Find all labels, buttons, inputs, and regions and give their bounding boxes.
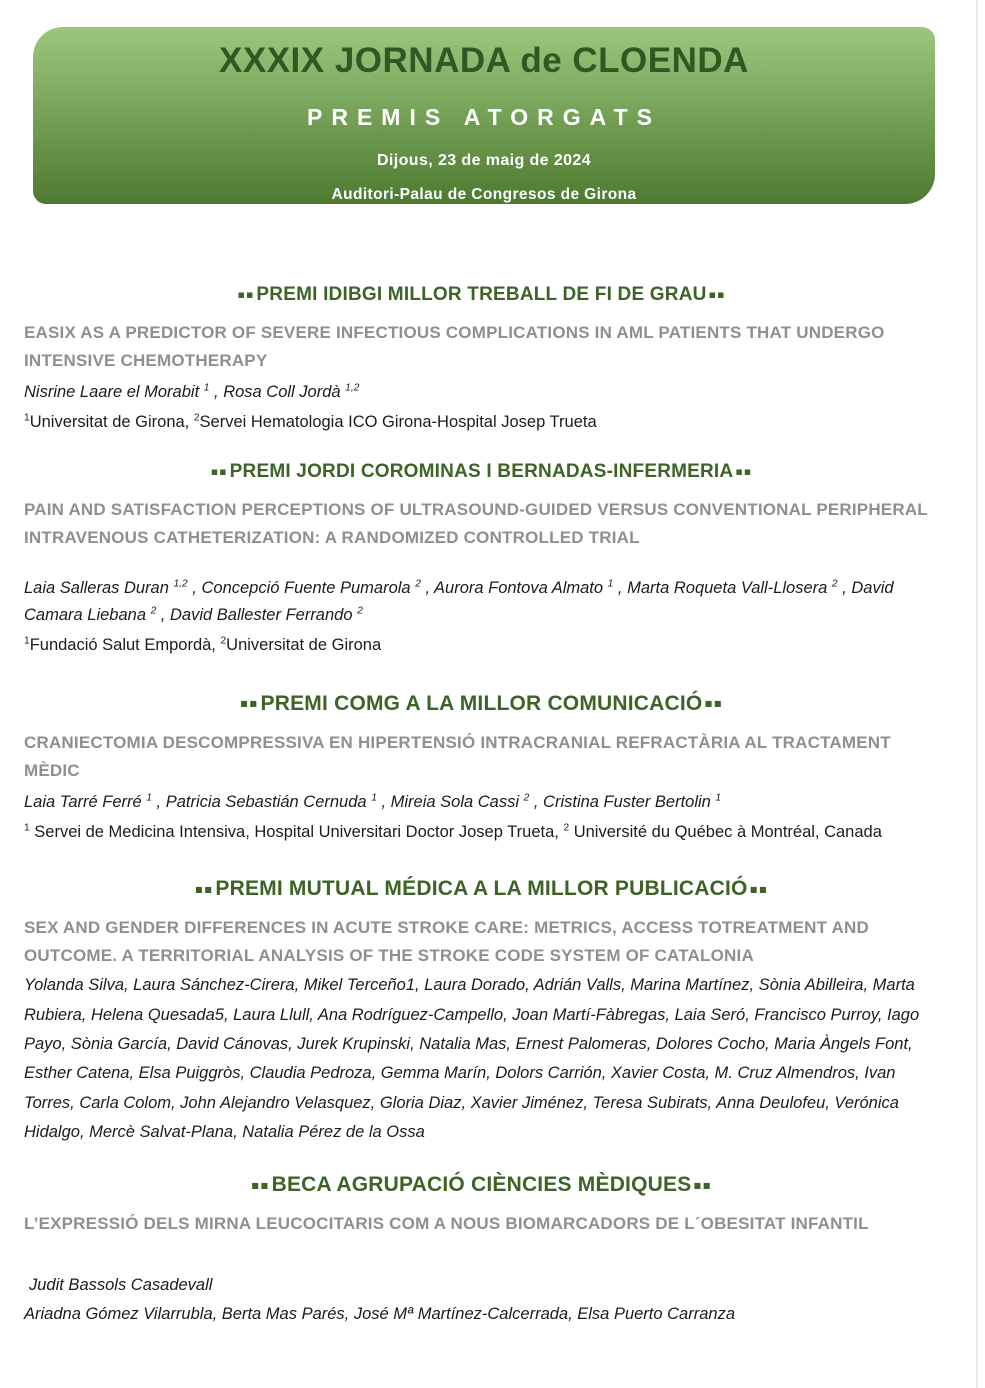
authors-line: Ariadna Gómez Vilarrubla, Berta Mas Parés, José Mª Martínez-Calcerrada, Elsa Puerto Carranza xyxy=(24,1304,736,1323)
award-section-premi-idibgi xyxy=(24,284,939,435)
section-heading xyxy=(24,877,939,901)
square-bullets-icon: ▪▪ xyxy=(237,287,255,301)
affiliations-line: $^1$ Servei de Medicina Intensiva, Hospital Universitari Doctor Josep Trueta, $^2$ Université du Québec à Montréal, Canada xyxy=(24,822,882,841)
section-heading-label: PREMI JORDI COROMINAS I BERNADAS-INFERMERIA xyxy=(229,461,734,483)
section-heading xyxy=(24,461,939,483)
square-bullets-icon: ▪▪ xyxy=(708,287,726,301)
authors-line: Judit Bassols Casadevall xyxy=(29,1275,213,1294)
paper-title: L’EXPRESSIÓ DELS MIRNA LEUCOCITARIS COM A NOUS BIOMARCADORS DE L´OBESITAT INFANTIL xyxy=(24,1214,869,1234)
section-heading xyxy=(24,692,939,716)
square-bullets-icon: ▪▪ xyxy=(210,464,228,478)
header-banner xyxy=(33,27,935,204)
square-bullets-icon: ▪▪ xyxy=(240,696,259,711)
square-bullets-icon: ▪▪ xyxy=(749,881,769,896)
section-heading xyxy=(24,284,939,306)
square-bullets-icon: ▪▪ xyxy=(194,881,214,896)
paper-title: CRANIECTOMIA DESCOMPRESSIVA EN HIPERTENSIÓ INTRACRANIAL REFRACTÀRIA AL TRACTAMENT MÈDIC xyxy=(24,733,891,780)
event-title: XXXIX JORNADA de CLOENDA xyxy=(219,41,749,80)
award-section-premi-corominas xyxy=(24,461,939,658)
section-heading-label: PREMI IDIBGI MILLOR TREBALL DE FI DE GRAU xyxy=(256,284,707,305)
paper-title: PAIN AND SATISFACTION PERCEPTIONS OF ULTRASOUND-GUIDED VERSUS CONVENTIONAL PERIPHERAL INTRAVENOUS CATHETERIZATION: A RANDOMIZED CONTROLLED TRIAL xyxy=(24,500,928,547)
authors-line: Yolanda Silva, Laura Sánchez-Cirera, Mikel Terceño1, Laura Dorado, Adrián Valls, Marina Martínez, Sònia Abilleira, Marta Rubiera, Helena Quesada5, Laura Llull, Ana Rodríguez-Campello, Joan Martí-Fàbregas, Laia Seró, Francisco Purroy, Iago Payo, Sònia García, David Cánovas, Jurek Krupinski, Natalia Mas, Ernest Palomeras, Dolores Cocho, Maria Àngels Font, Esther Catena, Elsa Puiggròs, Claudia Pedroza, Gemma Marín, Dolors Carrión, Xavier Costa, M. Cruz Almendros, Ivan Torres, Carla Colom, John Alejandro Velasquez, Gloria Diaz, Xavier Jiménez, Teresa Subirats, Anna Deulofeu, Verónica Hidalgo, Mercè Salvat-Plana, Natalia Pérez de la Ossa xyxy=(24,976,920,1142)
paper-title: SEX AND GENDER DIFFERENCES IN ACUTE STROKE CARE: METRICS, ACCESS TOTREATMENT AND OUTCOME. A TERRITORIAL ANALYSIS OF THE STROKE CODE SYSTEM OF CATALONIA xyxy=(24,918,869,965)
event-subtitle: PREMIS ATORGATS xyxy=(307,104,661,130)
section-heading-label: PREMI MUTUAL MÉDICA A LA MILLOR PUBLICACIÓ xyxy=(215,877,748,901)
awards-content xyxy=(0,204,985,1327)
section-heading xyxy=(24,1173,939,1197)
award-section-beca-agrupacio xyxy=(24,1173,939,1327)
paper-title: EASIX AS A PREDICTOR OF SEVERE INFECTIOUS COMPLICATIONS IN AML PATIENTS THAT UNDERGO INTENSIVE CHEMOTHERAPY xyxy=(24,323,885,370)
authors-line: Nisrine Laare el Morabit $^1$ , Rosa Coll Jordà $^{1,2}$ xyxy=(24,382,360,402)
authors-line: Laia Tarré Ferré $^1$ , Patricia Sebastián Cernuda $^1$ , Mireia Sola Cassi $^2$ , Cristina Fuster Bertolin $^1$ xyxy=(24,792,722,812)
square-bullets-icon: ▪▪ xyxy=(251,1177,270,1192)
event-venue: Auditori-Palau de Congresos de Girona xyxy=(331,186,637,203)
event-date: Dijous, 23 de maig de 2024 xyxy=(376,152,592,169)
award-section-premi-mutual-medica xyxy=(24,877,939,1147)
authors-line: Laia Salleras Duran $^{1,2}$ , Concepció Fuente Pumarola $^2$ , Aurora Fontova Almato $^1$ , Marta Roqueta Vall-Llosera $^2$ , David Camara Liebana $^2$ , David Ballester Ferrando $^2$ xyxy=(24,578,894,624)
square-bullets-icon: ▪▪ xyxy=(704,696,723,711)
section-heading-label: PREMI COMG A LA MILLOR COMUNICACIÓ xyxy=(260,692,703,716)
section-heading-label: BECA AGRUPACIÓ CIÈNCIES MÈDIQUES xyxy=(271,1173,692,1197)
affiliations-line: $^1$Fundació Salut Empordà, $^2$Universitat de Girona xyxy=(24,635,382,654)
award-section-premi-comg xyxy=(24,692,939,845)
square-bullets-icon: ▪▪ xyxy=(693,1177,712,1192)
square-bullets-icon: ▪▪ xyxy=(735,464,753,478)
affiliations-line: $^1$Universitat de Girona, $^2$Servei Hematologia ICO Girona-Hospital Josep Trueta xyxy=(24,412,597,431)
